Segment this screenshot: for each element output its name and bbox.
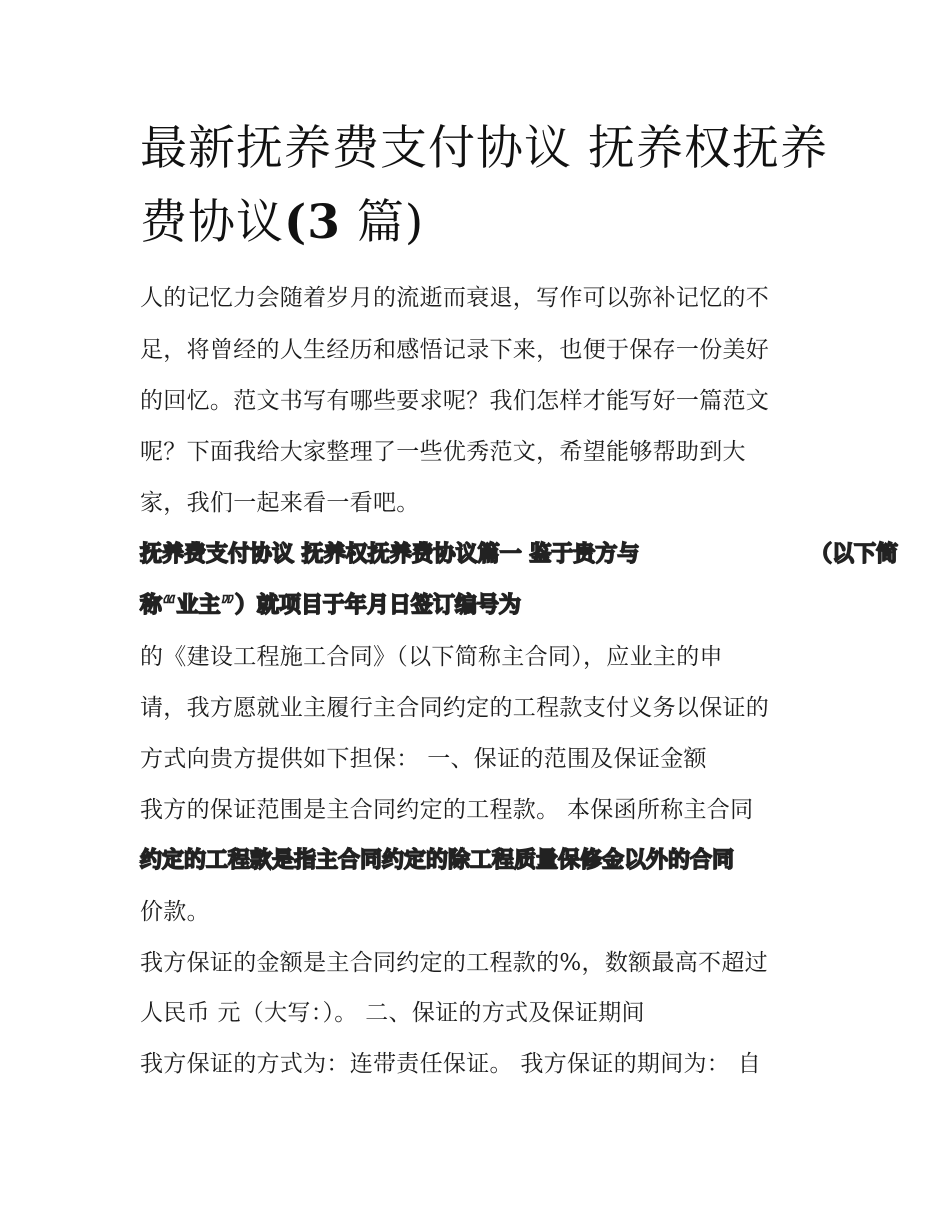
title-suffix: 篇) (340, 195, 425, 250)
body-line: 我方保证的方式为：连带责任保证。 我方保证的期间为： 自 (140, 1051, 762, 1077)
intro-line: 人的记忆力会随着岁月的流逝而衰退，写作可以弥补记忆的不 (140, 285, 770, 311)
body-line: 我方保证的金额是主合同约定的工程款的%，数额最高不超过 (140, 950, 768, 976)
body-line: 请，我方愿就业主履行主合同约定的工程款支付义务以保证的 (140, 695, 770, 721)
title-text: 最新抚养费支付协议 抚养权抚养费协议 (140, 121, 828, 250)
intro-line: 呢？下面我给大家整理了一些优秀范文，希望能够帮助到大 (140, 439, 746, 465)
title-count: (3 (284, 195, 341, 250)
section-heading-continued: （以下简 (810, 542, 899, 567)
intro-line: 家，我们一起来看一看吧。 (140, 490, 420, 516)
intro-line: 足，将曾经的人生经历和感悟记录下来，也便于保存一份美好 (140, 337, 770, 363)
document-title (140, 112, 840, 260)
highlighted-line: 约定的工程款是指主合同约定的除工程质量保修金以外的合同 (140, 848, 735, 873)
section-heading: 抚养费支付协议 抚养权抚养费协议篇一 鉴于贵方与 (140, 542, 640, 567)
body-line: 的《建设工程施工合同》（以下简称主合同），应业主的申 (140, 644, 723, 670)
body-line: 价款。 (140, 899, 210, 925)
body-line: 人民币 元（大写：）。 二、保证的方式及保证期间 (140, 1000, 645, 1026)
intro-line: 的回忆。范文书写有哪些要求呢？我们怎样才能写好一篇范文 (140, 388, 770, 414)
section-heading: 称“业主”）就项目于年月日签订编号为 (140, 593, 521, 618)
body-line: 我方的保证范围是主合同约定的工程款。 本保函所称主合同 (140, 797, 754, 823)
body-line: 方式向贵方提供如下担保： 一、保证的范围及保证金额 (140, 746, 707, 772)
